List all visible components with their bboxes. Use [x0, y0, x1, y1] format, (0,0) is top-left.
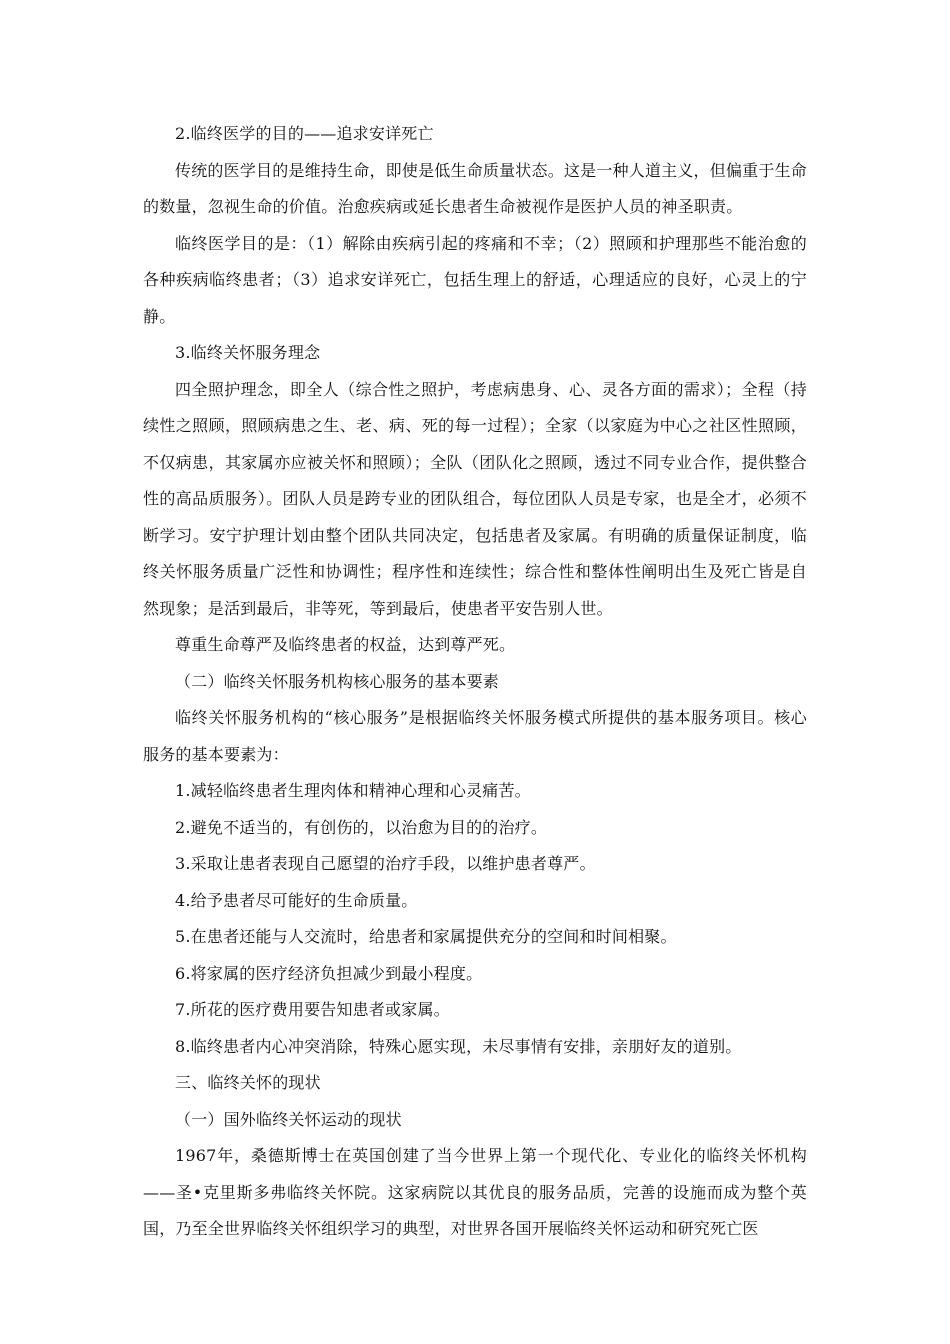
list-item-2: 2.避免不适当的，有创伤的，以治愈为目的的治疗。 [175, 817, 548, 837]
paragraph-four-whole-care: 四全照护理念，即全人（综合性之照护，考虑病患身、心、灵各方面的需求）；全程（持续性之照顾，照顾病患之生、老、病、死的每一过程）；全家（以家庭为中心之社区性照顾，不仅病患，其家属亦应被关怀和照顾）；全队（团队化之照顾，透过不同专业合作，提供整合性的高品质服务）。团队人员是跨专业的团队组合，每位团队人员是专家，也是全才，必须不断学习。安宁护理计划由整个团队共同决定，包括患者及家属。有明确的质量保证制度，临终关怀服务质量广泛性和协调性；程序性和连续性；综合性和整体性阐明出生及死亡皆是自然现象；是活到最后，非等死，等到最后，使患者平安告别人世。 [143, 379, 807, 618]
paragraph-hospice-medicine-goals: 临终医学目的是：（1）解除由疾病引起的疼痛和不幸；（2）照顾和护理那些不能治愈的各种疾病临终患者；（3）追求安详死亡，包括生理上的舒适，心理适应的良好，心灵上的宁静。 [143, 233, 807, 326]
section-heading-current-status: 三、临终关怀的现状 [175, 1073, 321, 1092]
section-heading-foreign-movement: （一）国外临终关怀运动的现状 [175, 1109, 402, 1129]
paragraph-core-services-intro: 临终关怀服务机构的“核心服务”是根据临终关怀服务模式所提供的基本服务项目。核心服务的基本要素为： [143, 708, 807, 764]
paragraph-traditional-medicine: 传统的医学目的是维持生命，即使是低生命质量状态。这是一种人道主义，但偏重于生命的数量，忽视生命的价值。治愈疾病或延长患者生命被视作是医护人员的神圣职责。 [143, 160, 807, 216]
document-body [143, 116, 807, 1248]
list-item-7: 7.所花的医疗费用要告知患者或家属。 [175, 1000, 450, 1019]
list-item-1: 1.减轻临终患者生理肉体和精神心理和心灵痛苦。 [175, 781, 531, 800]
list-item-6: 6.将家属的医疗经济负担减少到最小程度。 [175, 963, 483, 983]
section-heading-core-services: （二）临终关怀服务机构核心服务的基本要素 [175, 671, 500, 691]
list-item-8: 8.临终患者内心冲突消除，特殊心愿实现，未尽事情有安排，亲朋好友的道别。 [175, 1036, 742, 1056]
list-item-5: 5.在患者还能与人交流时，给患者和家属提供充分的空间和时间相聚。 [175, 927, 677, 946]
list-item-3: 3.采取让患者表现自己愿望的治疗手段，以维护患者尊严。 [175, 854, 596, 873]
paragraph-st-christopher: 1967年，桑德斯博士在英国创建了当今世界上第一个现代化、专业化的临终关怀机构——圣•克里斯多弗临终关怀院。这家病院以其优良的服务品质，完善的设施而成为整个英国，乃至全世界临终关怀组织学习的典型，对世界各国开展临终关怀运动和研究死亡医 [143, 1146, 807, 1238]
section-heading-service-concept: 3.临终关怀服务理念 [175, 343, 321, 362]
list-item-4: 4.给予患者尽可能好的生命质量。 [175, 890, 418, 910]
paragraph-dignity: 尊重生命尊严及临终患者的权益，达到尊严死。 [175, 635, 516, 654]
section-heading-medical-purpose: 2.临终医学的目的——追求安详死亡 [175, 124, 434, 143]
